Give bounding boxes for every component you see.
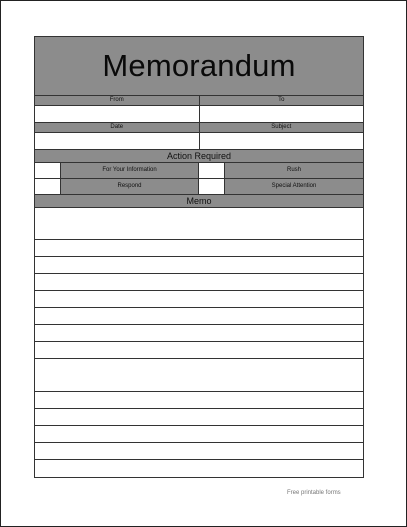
memo-line[interactable] xyxy=(35,342,363,359)
to-field[interactable] xyxy=(199,106,364,122)
rush-label: Rush xyxy=(225,163,363,178)
memo-line[interactable] xyxy=(35,409,363,426)
memo-line[interactable] xyxy=(35,274,363,291)
memo-line[interactable] xyxy=(35,291,363,308)
from-field[interactable] xyxy=(35,106,199,122)
title-bar xyxy=(35,37,363,96)
memo-line[interactable] xyxy=(35,325,363,342)
memo-line[interactable] xyxy=(35,359,363,392)
action-row-1 xyxy=(35,163,363,179)
respond-label: Respond xyxy=(61,179,199,194)
for-your-information-label: For Your Information xyxy=(61,163,199,178)
date-field[interactable] xyxy=(35,133,199,149)
to-label: To xyxy=(199,96,364,105)
memo-line[interactable] xyxy=(35,426,363,443)
date-label: Date xyxy=(35,123,199,132)
action-row-2 xyxy=(35,179,363,195)
from-to-header-row xyxy=(35,96,363,106)
action-required-heading: Action Required xyxy=(35,150,363,163)
subject-field[interactable] xyxy=(199,133,364,149)
memo-line[interactable] xyxy=(35,240,363,257)
from-to-input-row xyxy=(35,106,363,123)
date-subject-header-row xyxy=(35,123,363,133)
memo-line[interactable] xyxy=(35,208,363,240)
special-attention-label: Special Attention xyxy=(225,179,363,194)
memo-line[interactable] xyxy=(35,257,363,274)
memo-heading: Memo xyxy=(35,195,363,208)
memo-line[interactable] xyxy=(35,460,363,477)
from-label: From xyxy=(35,96,199,105)
for-your-information-checkbox[interactable] xyxy=(35,163,61,178)
respond-checkbox[interactable] xyxy=(35,179,61,194)
subject-label: Subject xyxy=(199,123,364,132)
memo-form xyxy=(34,36,364,478)
memo-line[interactable] xyxy=(35,443,363,460)
date-subject-input-row xyxy=(35,133,363,150)
footer-credit: Free printable forms xyxy=(287,490,341,496)
form-title: Memorandum xyxy=(102,48,296,83)
rush-checkbox[interactable] xyxy=(199,163,225,178)
memo-line[interactable] xyxy=(35,308,363,325)
memo-line[interactable] xyxy=(35,392,363,409)
special-attention-checkbox[interactable] xyxy=(199,179,225,194)
